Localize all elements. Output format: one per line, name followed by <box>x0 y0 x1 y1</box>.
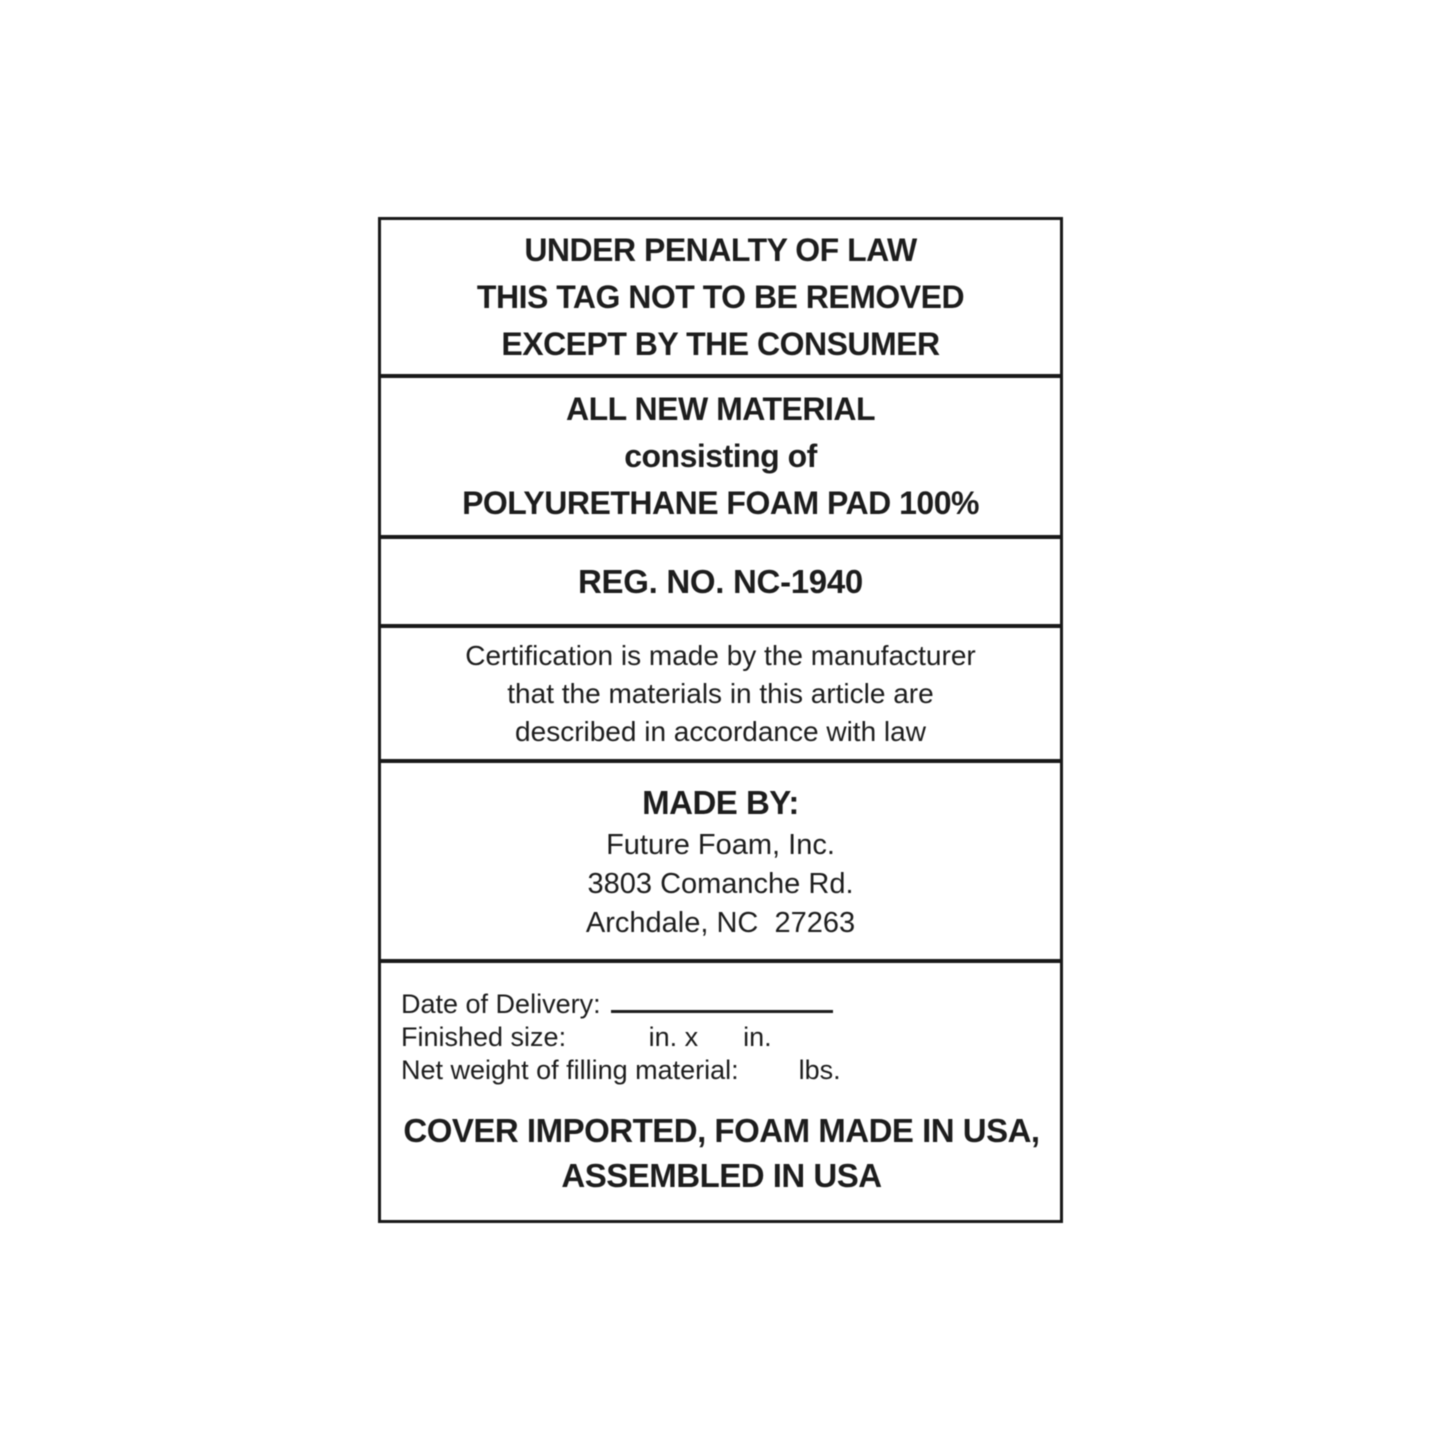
origin-line: ASSEMBLED IN USA <box>561 1157 882 1194</box>
registration-number-section <box>381 539 1060 628</box>
material-line: POLYURETHANE FOAM PAD 100% <box>462 485 979 521</box>
date-of-delivery-label: Date of Delivery: <box>401 988 601 1019</box>
manufacturer-street: 3803 Comanche Rd. <box>587 867 854 900</box>
manufacturer-city-state-zip: Archdale, NC 27263 <box>585 906 856 939</box>
net-weight-row: Net weight of filling material: lbs. <box>401 1054 841 1085</box>
law-tag-label <box>378 217 1063 1223</box>
origin-line: COVER IMPORTED, FOAM MADE IN USA, <box>403 1112 1040 1149</box>
penalty-line: THIS TAG NOT TO BE REMOVED <box>476 278 965 315</box>
details-section <box>381 963 1060 1220</box>
date-of-delivery-row <box>401 987 1042 1021</box>
certification-line: Certification is made by the manufacturer <box>465 639 976 671</box>
certification-section <box>381 628 1060 763</box>
material-line: ALL NEW MATERIAL <box>566 391 875 427</box>
date-of-delivery-blank <box>611 987 833 1013</box>
penalty-notice-section <box>381 220 1060 378</box>
made-by-section <box>381 763 1060 963</box>
manufacturer-name: Future Foam, Inc. <box>606 828 835 861</box>
material-contents-section <box>381 378 1060 539</box>
made-by-heading: MADE BY: <box>642 783 799 821</box>
penalty-line: EXCEPT BY THE CONSUMER <box>501 325 940 362</box>
registration-number: REG. NO. NC-1940 <box>578 562 863 600</box>
origin-statement <box>401 1108 1042 1206</box>
finished-size-row: Finished size: in. x in. <box>401 1021 772 1052</box>
penalty-line: UNDER PENALTY OF LAW <box>524 231 917 268</box>
certification-line: described in accordance with law <box>515 715 926 747</box>
certification-line: that the materials in this article are <box>507 677 934 709</box>
material-line: consisting of <box>624 438 817 474</box>
